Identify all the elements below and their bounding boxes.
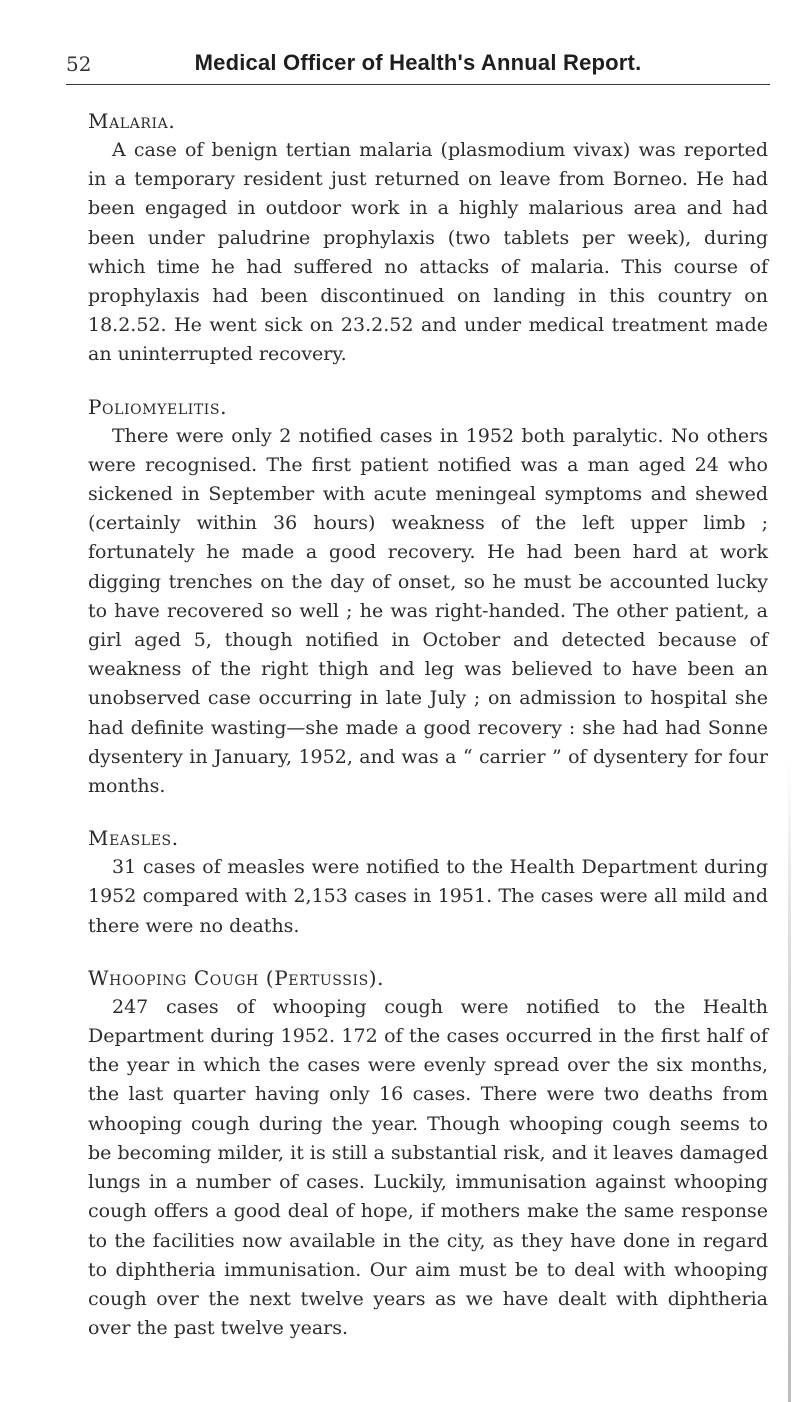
section-malaria xyxy=(88,106,768,370)
section-heading: Measles. xyxy=(88,826,179,851)
page-number: 52 xyxy=(66,52,92,76)
report-title: Medical Officer of Health's Annual Report. xyxy=(194,50,642,75)
section-heading: Whooping Cough (Pertussis). xyxy=(88,965,385,990)
section-poliomyelitis xyxy=(88,392,768,802)
section-heading: Malaria. xyxy=(88,109,176,133)
scan-binding-shadow xyxy=(788,760,791,1402)
body-text xyxy=(88,106,768,1365)
section-measles xyxy=(88,823,768,941)
section-paragraph: A case of benign tertian malaria (plasmodium vivax) was reported in a temporary resident just returned on leave from Borneo. He had been engaged in outdoor work in a highly malarious area and had been under paludrine prophylaxis (two tablets per week), during which time he had suffered no attacks of malaria. This course of prophylaxis had been discontinued on landing in this country on 18.2.52. He went sick on 23.2.52 and under medical treatment made an uninterrupted recovery. xyxy=(88,139,768,366)
section-paragraph: 247 cases of whooping cough were notified to the Health Department during 1952. 172 of the cases occurred in the first half of the year in which the cases were evenly spread over the six months, the last quarter having only 16 cases. There were two deaths from whooping cough during the year. Though whooping cough seems to be becoming milder, it is still a substantial risk, and it leaves damaged lungs in a number of cases. Luckily, immunisation against whooping cough offers a good deal of hope, if mothers make the same response to the facilities now available in the city, as they have done in regard to diphtheria immunisation. Our aim must be to deal with whooping cough over the next twelve years as we have dealt with diphtheria over the past twelve years. xyxy=(88,995,768,1340)
section-paragraph: 31 cases of measles were notified to the Health Department during 1952 compared with 2,153 cases in 1951. The cases were all mild and there were no deaths. xyxy=(88,856,768,937)
running-header xyxy=(66,50,770,85)
section-paragraph: There were only 2 notified cases in 1952 both paralytic. No others were recognised. The first patient notified was a man aged 24 who sickened in September with acute meningeal symptoms and shewed (certainly within 36 hours) weakness of the left upper limb ; fortunately he made a good recovery. He had been hard at work digging trenches on the day of onset, so he must be accounted lucky to have recovered so well ; he was right-handed. The other patient, a girl aged 5, though notified in October and detected because of weakness of the right thigh and leg was believed to have been an unobserved case occurring in late July ; on admission to hospital she had definite wasting—she made a good recovery : she had had Sonne dysentery in January, 1952, and was a “ carrier ” of dysentery for four months. xyxy=(88,424,768,798)
section-whooping-cough xyxy=(88,963,768,1343)
section-heading: Poliomyelitis. xyxy=(88,394,228,419)
